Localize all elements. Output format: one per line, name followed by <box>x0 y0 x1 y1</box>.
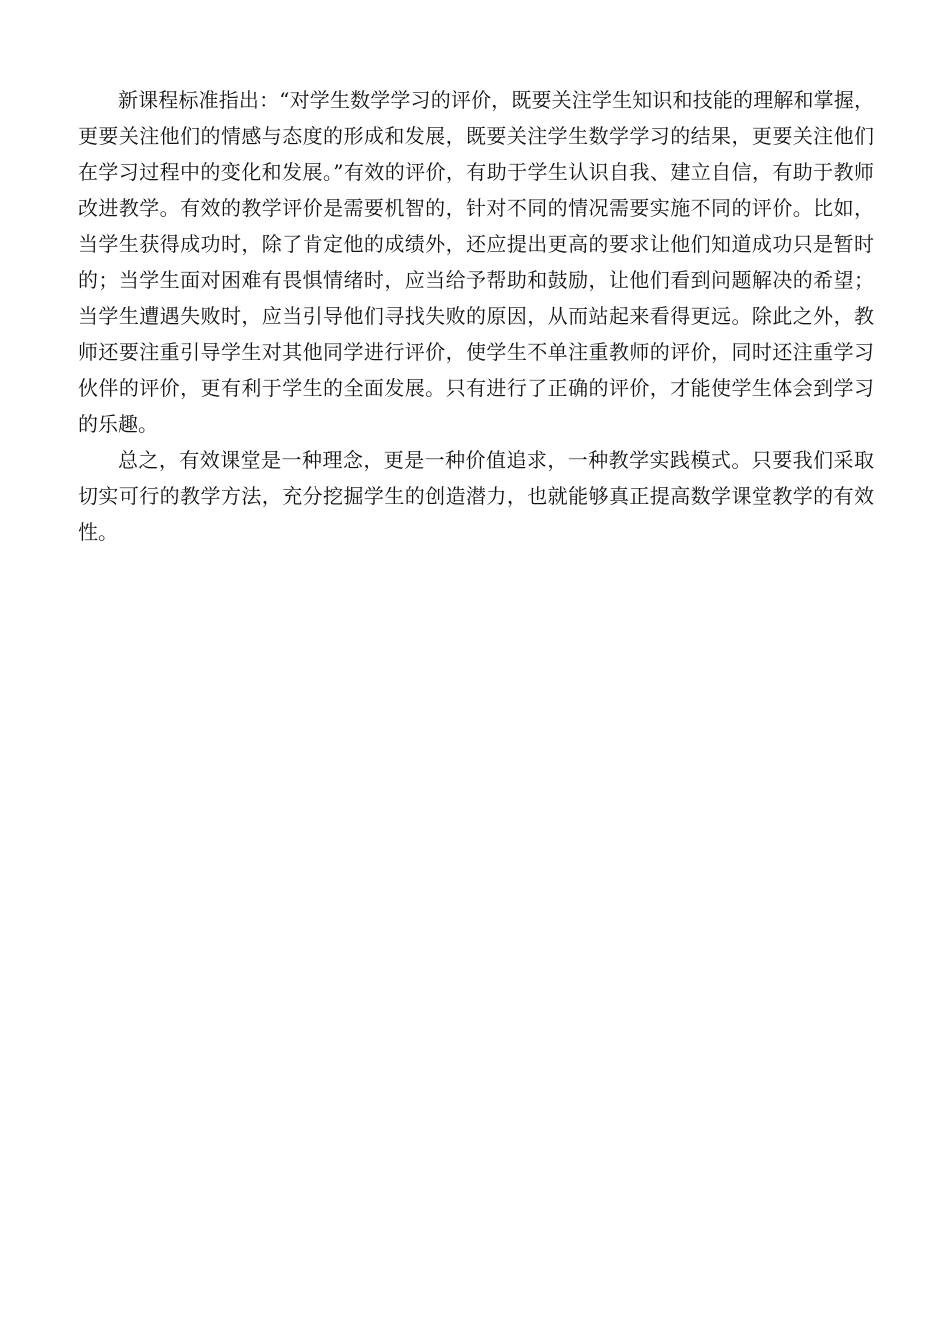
document-body <box>78 82 874 550</box>
paragraph-conclusion: 总之，有效课堂是一种理念，更是一种价值追求，一种教学实践模式。只要我们采取切实可行的教学方法，充分挖掘学生的创造潜力，也就能够真正提高数学课堂教学的有效性。 <box>78 448 874 544</box>
paragraph-evaluation: 新课程标准指出：“对学生数学学习的评价，既要关注学生知识和技能的理解和掌握，更要关注他们的情感与态度的形成和发展，既要关注学生数学学习的结果，更要关注他们在学习过程中的变化和发展。”有效的评价，有助于学生认识自我、建立自信，有助于教师改进教学。有效的教学评价是需要机智的，针对不同的情况需要实施不同的评价。比如，当学生获得成功时，除了肯定他的成绩外，还应提出更高的要求让他们知道成功只是暂时的；当学生面对困难有畏惧情绪时，应当给予帮助和鼓励，让他们看到问题解决的希望；当学生遭遇失败时，应当引导他们寻找失败的原因，从而站起来看得更远。除此之外，教师还要注重引导学生对其他同学进行评价，使学生不单注重教师的评价，同时还注重学习伙伴的评价，更有利于学生的全面发展。只有进行了正确的评价，才能使学生体会到学习的乐趣。 <box>78 88 874 436</box>
